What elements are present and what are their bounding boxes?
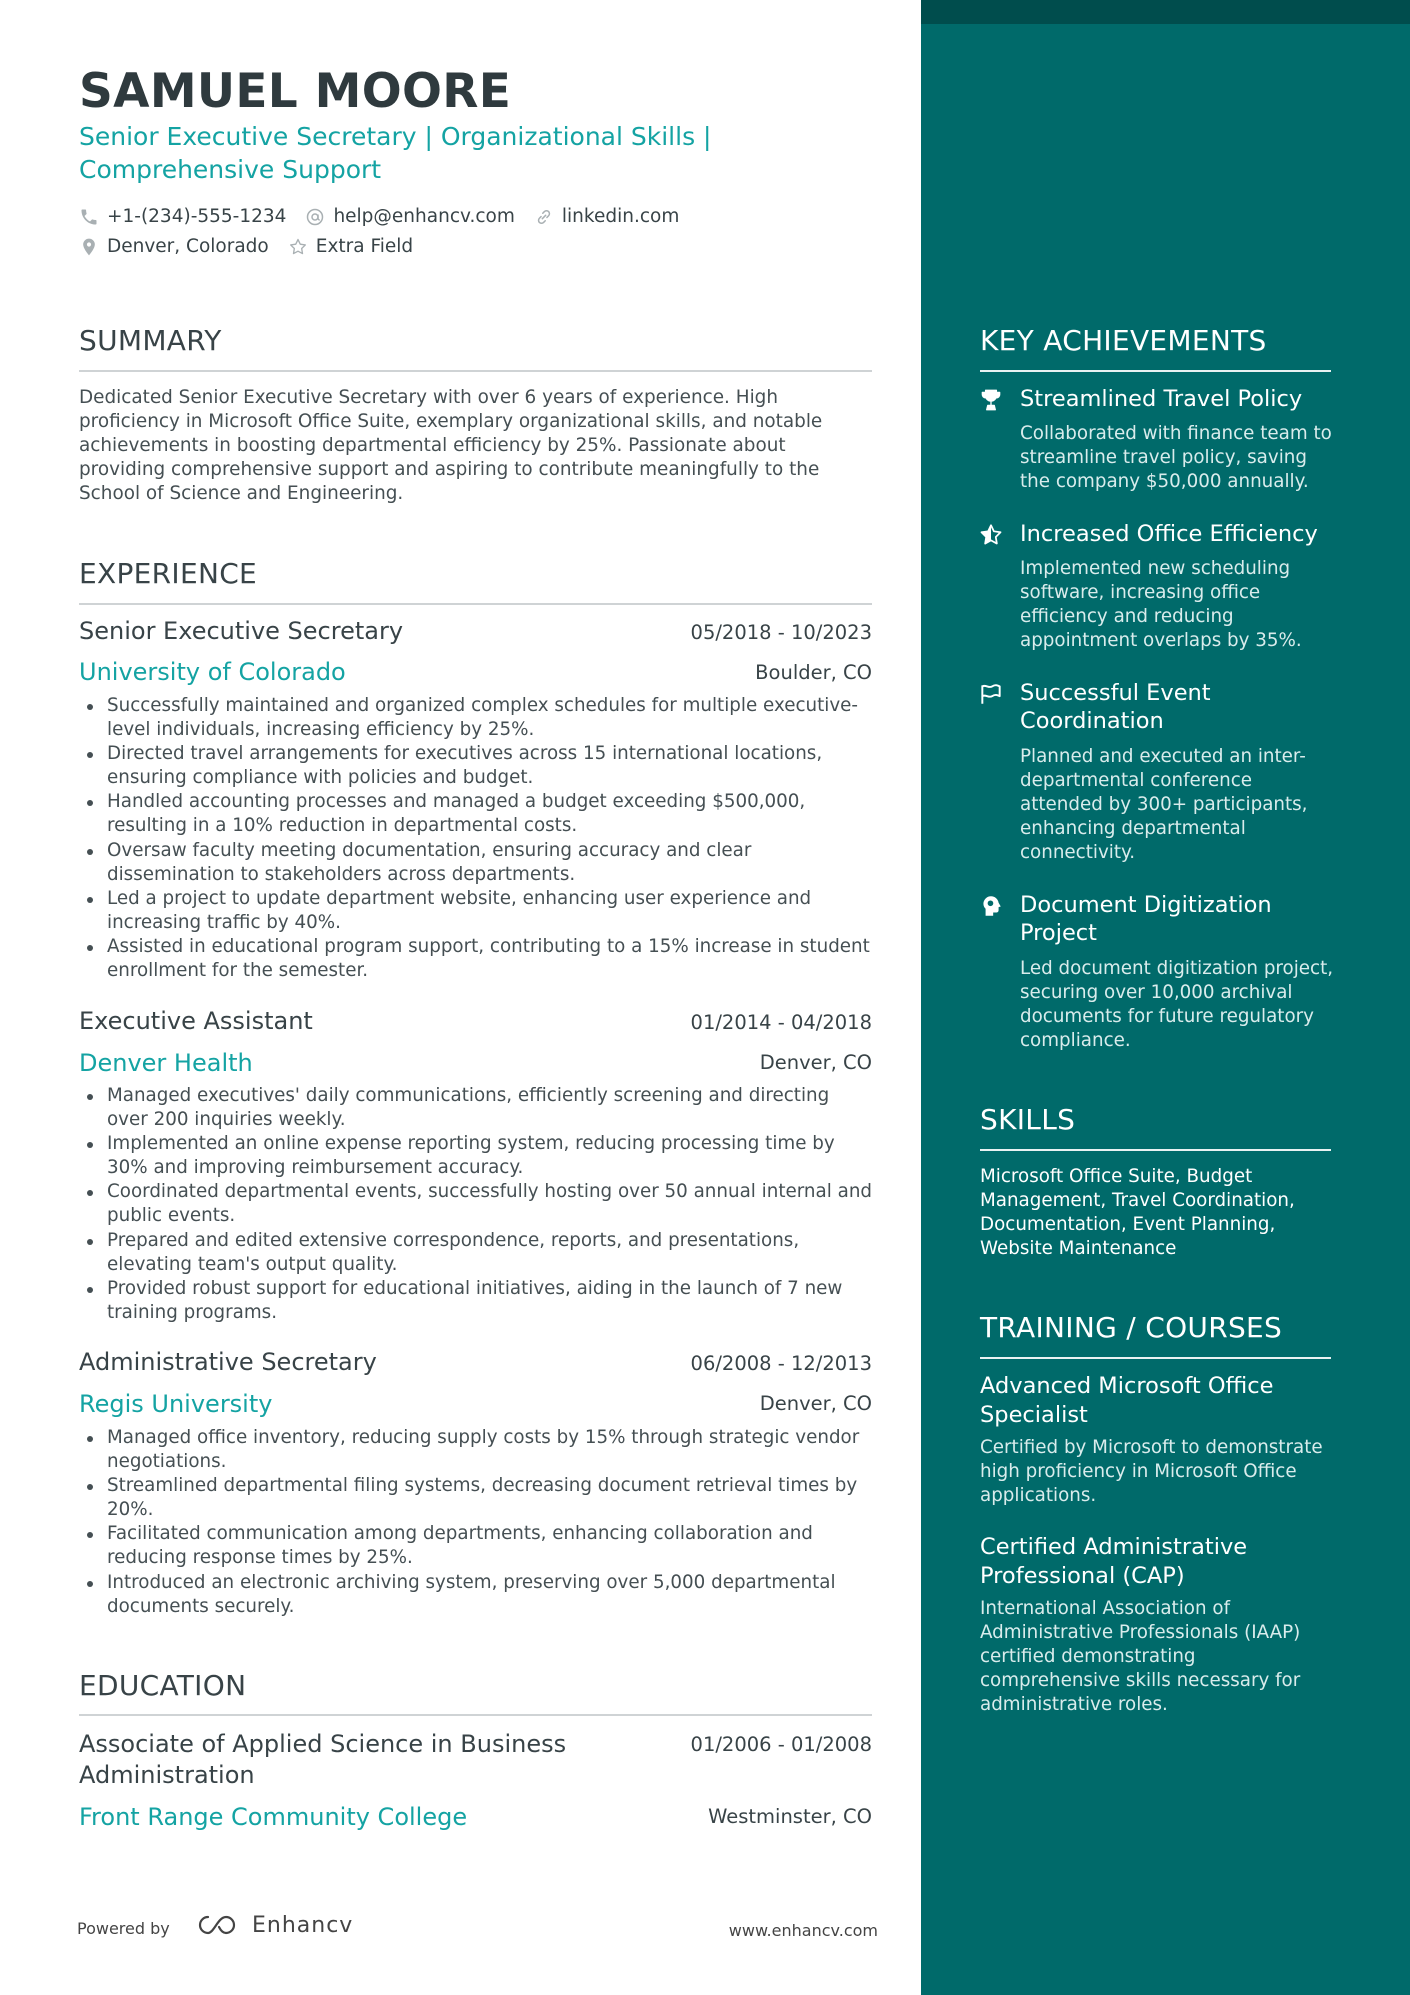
phone-contact[interactable]	[79, 206, 286, 227]
enhancv-logo[interactable]	[196, 1912, 353, 1938]
list-item: Led a project to update department website, enhancing user experience and increasing traffic by 40%.	[79, 887, 872, 935]
location-contact	[79, 236, 269, 257]
education-heading: EDUCATION	[79, 1669, 247, 1702]
contact-row-1	[79, 206, 879, 227]
job-location: Boulder, CO	[755, 661, 872, 684]
powered-by-label: Powered by	[77, 1919, 170, 1938]
star-half-icon	[978, 522, 1004, 548]
list-item: Managed office inventory, reducing supply costs by 15% through strategic vendor negotiations.	[79, 1426, 872, 1474]
skills-divider	[980, 1149, 1331, 1151]
email-contact[interactable]	[305, 206, 514, 227]
job-dates: 01/2014 - 04/2018	[690, 1011, 872, 1034]
sidebar-top-band	[921, 0, 1410, 24]
phone-icon	[79, 207, 99, 227]
list-item: Successfully maintained and organized complex schedules for multiple executive-level individuals, increasing efficiency by 25%.	[79, 694, 872, 742]
list-item: Facilitated communication among departments, enhancing collaboration and reducing response times by 25%.	[79, 1522, 872, 1570]
flag-icon	[978, 681, 1004, 707]
achievement-title: Increased Office Efficiency	[1020, 521, 1318, 547]
job-bullets	[79, 694, 872, 983]
list-item: Prepared and edited extensive correspondence, reports, and presentations, elevating team's output quality.	[79, 1229, 872, 1277]
list-item: Oversaw faculty meeting documentation, ensuring accuracy and clear dissemination to stakeholders across departments.	[79, 839, 872, 887]
achievements-heading: KEY ACHIEVEMENTS	[980, 324, 1267, 357]
experience-divider	[79, 603, 872, 605]
achievement-title: Successful Event Coordination	[1020, 680, 1211, 734]
job-organization[interactable]: Denver Health	[79, 1049, 253, 1077]
candidate-tagline: Senior Executive Secretary | Organizational Skills | Comprehensive Support	[79, 122, 712, 184]
infinity-logo-icon	[196, 1912, 242, 1938]
achievement-description: Collaborated with finance team to streamline travel policy, saving the company $50,000 annually.	[1020, 423, 1332, 493]
achievement-title: Streamlined Travel Policy	[1020, 386, 1303, 412]
job-bullets	[79, 1084, 872, 1325]
job-dates: 05/2018 - 10/2023	[690, 621, 872, 644]
star-icon	[288, 237, 308, 257]
list-item: Assisted in educational program support, contributing to a 15% increase in student enrollment for the semester.	[79, 935, 872, 983]
achievement-title: Document Digitization Project	[1020, 892, 1272, 946]
job-location: Denver, CO	[759, 1392, 872, 1415]
job-title: Administrative Secretary	[79, 1348, 377, 1376]
list-item: Implemented an online expense reporting system, reducing processing time by 30% and improving reimbursement accuracy.	[79, 1132, 872, 1180]
location-text: Denver, Colorado	[107, 236, 269, 257]
trophy-icon	[978, 387, 1004, 413]
degree-title: Associate of Applied Science in Business Administration	[79, 1730, 567, 1789]
job-title: Senior Executive Secretary	[79, 617, 404, 645]
achievements-divider	[980, 370, 1331, 372]
list-item: Provided robust support for educational initiatives, aiding in the launch of 7 new training programs.	[79, 1277, 872, 1325]
experience-heading: EXPERIENCE	[79, 557, 258, 590]
contact-row-2	[79, 236, 879, 257]
list-item: Coordinated departmental events, successfully hosting over 50 annual internal and public events.	[79, 1180, 872, 1228]
course-description: International Association of Administrative Professionals (IAAP) certified demonstrating comprehensive skills necessary for administrative roles.	[980, 1598, 1301, 1716]
skills-heading: SKILLS	[980, 1103, 1076, 1136]
school-name[interactable]: Front Range Community College	[79, 1803, 468, 1831]
footer-url[interactable]: www.enhancv.com	[728, 1921, 878, 1940]
summary-divider	[79, 370, 872, 372]
list-item: Handled accounting processes and managed a budget exceeding $500,000, resulting in a 10% reduction in departmental costs.	[79, 790, 872, 838]
list-item: Directed travel arrangements for executives across 15 international locations, ensuring compliance with policies and budget.	[79, 742, 872, 790]
education-dates: 01/2006 - 01/2008	[690, 1733, 872, 1756]
skills-list: Microsoft Office Suite, Budget Management, Travel Coordination, Documentation, Event Planning, Website Maintenance	[980, 1166, 1295, 1260]
job-bullets	[79, 1426, 872, 1619]
training-heading: TRAINING / COURSES	[980, 1311, 1283, 1344]
achievement-description: Planned and executed an inter-departmental conference attended by 300+ participants, enhancing departmental connectivity.	[1020, 746, 1308, 864]
course-title: Advanced Microsoft Office Specialist	[980, 1373, 1274, 1428]
job-organization[interactable]: University of Colorado	[79, 658, 346, 686]
job-organization[interactable]: Regis University	[79, 1390, 273, 1418]
job-location: Denver, CO	[759, 1051, 872, 1074]
course-title: Certified Administrative Professional (CAP)	[980, 1534, 1248, 1589]
brand-name: Enhancv	[252, 1912, 354, 1938]
course-description: Certified by Microsoft to demonstrate high proficiency in Microsoft Office applications.	[980, 1437, 1323, 1507]
school-location: Westminster, CO	[708, 1805, 872, 1828]
linkedin-text: linkedin.com	[561, 206, 680, 227]
achievement-description: Led document digitization project, securing over 10,000 archival documents for future regulatory compliance.	[1020, 958, 1334, 1052]
at-icon	[305, 207, 325, 227]
job-dates: 06/2008 - 12/2013	[690, 1352, 872, 1375]
link-icon	[534, 207, 554, 227]
achievement-description: Implemented new scheduling software, increasing office efficiency and reducing appointment overlaps by 35%.	[1020, 558, 1302, 652]
education-divider	[79, 1714, 872, 1716]
candidate-name: SAMUEL MOORE	[79, 64, 512, 119]
map-pin-icon	[79, 237, 99, 257]
head-idea-icon	[978, 893, 1004, 919]
list-item: Managed executives' daily communications, efficiently screening and directing over 200 inquiries weekly.	[79, 1084, 872, 1132]
training-divider	[980, 1357, 1331, 1359]
linkedin-contact[interactable]	[534, 206, 679, 227]
summary-heading: SUMMARY	[79, 324, 222, 357]
list-item: Introduced an electronic archiving system, preserving over 5,000 departmental documents securely.	[79, 1571, 872, 1619]
email-text: help@enhancv.com	[333, 206, 515, 227]
extra-field-text: Extra Field	[315, 236, 414, 257]
phone-text: +1-(234)-555-1234	[107, 206, 287, 227]
summary-text: Dedicated Senior Executive Secretary with over 6 years of experience. High proficiency in Microsoft Office Suite, exemplary organizational skills, and notable achievements in boosting departmental efficiency by 25%. Passionate about providing comprehensive support and aspiring to contribute meaningfully to the School of Science and Engineering.	[79, 387, 823, 505]
list-item: Streamlined departmental filing systems, decreasing document retrieval times by 20%.	[79, 1474, 872, 1522]
job-title: Executive Assistant	[79, 1007, 313, 1035]
extra-field-contact	[288, 236, 413, 257]
